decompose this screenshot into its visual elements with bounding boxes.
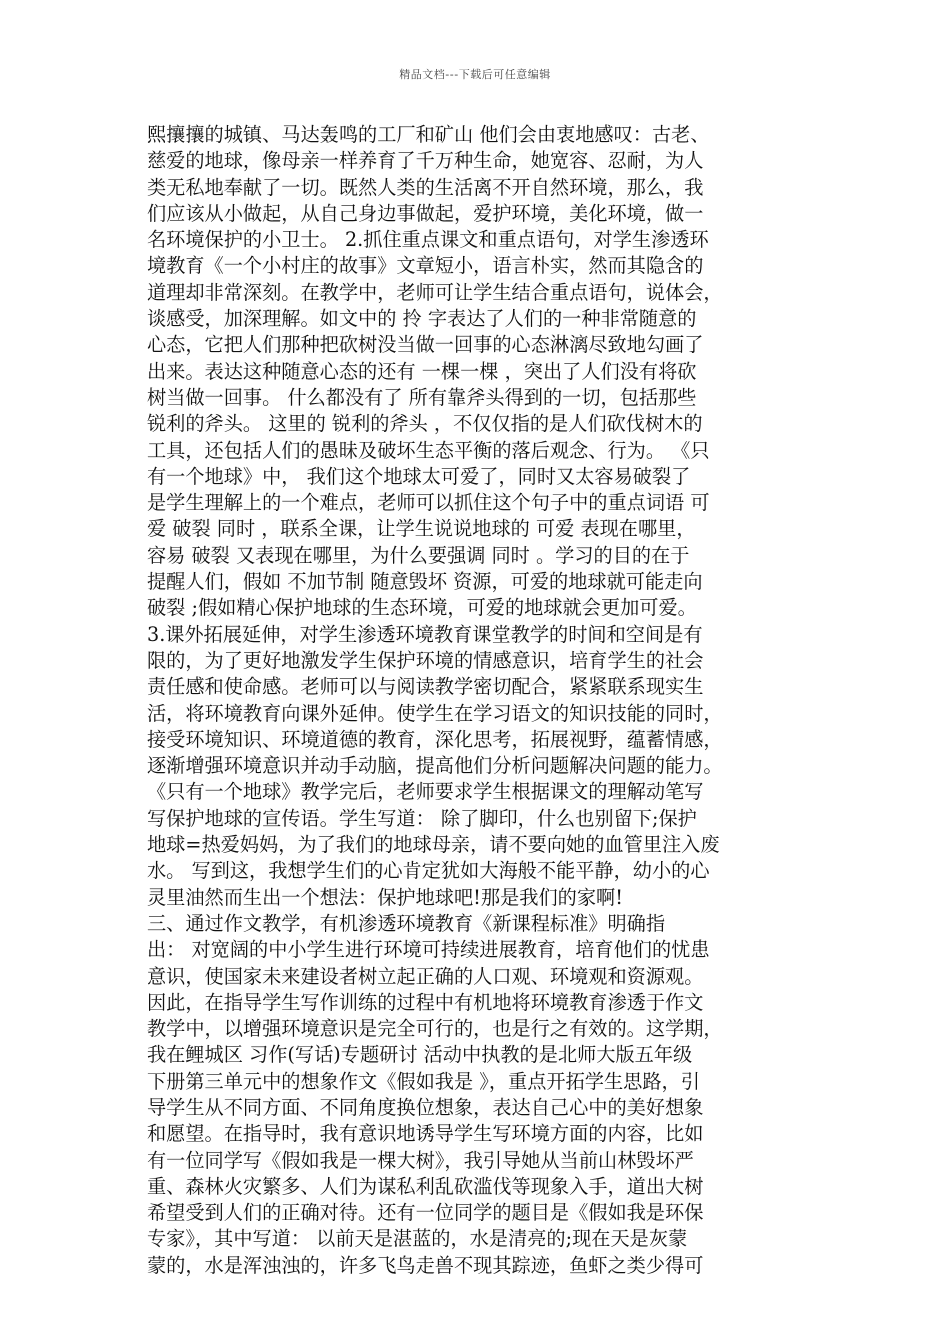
text-line: 逐渐增强环境意识并动手动脑，提高他们分析问题解决问题的能力。	[147, 754, 723, 778]
text-line: 名环境保护的小卫士。 2.抓住重点课文和重点语句，对学生渗透环	[147, 228, 709, 252]
text-line: 爱 破裂 同时 ，联系全课，让学生说说地球的 可爱 表现在哪里，	[147, 517, 696, 541]
text-line: 希望受到人们的正确对待。还有一位同学的题目是《假如我是环保	[147, 1201, 704, 1225]
text-line: 限的，为了更好地激发学生保护环境的情感意识，培育学生的社会	[147, 648, 704, 672]
text-line: 地球=热爱妈妈，为了我们的地球母亲，请不要向她的血管里注入废	[147, 833, 720, 857]
text-line: 教学中，以增强环境意识是完全可行的，也是行之有效的。这学期，	[147, 1017, 723, 1041]
text-line: 容易 破裂 又表现在哪里，为什么要强调 同时 。学习的目的在于	[147, 543, 690, 567]
text-line: 破裂 ;假如精心保护地球的生态环境，可爱的地球就会更加可爱。	[147, 596, 697, 620]
text-line: 水。 写到这，我想学生们的心肯定犹如大海般不能平静，幼小的心	[147, 859, 710, 883]
text-line: 提醒人们，假如 不加节制 随意毁坏 资源，可爱的地球就可能走向	[147, 570, 703, 594]
text-line: 境教育《一个小村庄的故事》文章短小，语言朴实，然而其隐含的	[147, 254, 704, 278]
text-line: 熙攘攘的城镇、马达轰鸣的工厂和矿山 他们会由衷地感叹：古老、	[147, 123, 710, 146]
text-line: 出来。表达这种随意心态的还有 一棵一棵 ，突出了人们没有将砍	[147, 359, 697, 383]
text-line: 我在鲤城区 习作(写话)专题研讨 活动中执教的是北师大版五年级	[147, 1043, 693, 1067]
text-line: 慈爱的地球，像母亲一样养育了千万种生命，她宽容、忍耐，为人	[147, 149, 704, 173]
text-line: 和愿望。在指导时，我有意识地诱导学生写环境方面的内容，比如	[147, 1122, 704, 1146]
text-line: 《只有一个地球》教学完后，老师要求学生根据课文的理解动笔写	[147, 780, 704, 804]
text-line: 专家》，其中写道： 以前天是湛蓝的，水是清亮的;现在天是灰蒙	[147, 1227, 688, 1251]
text-line: 是学生理解上的一个难点，老师可以抓住这个句子中的重点词语 可	[147, 491, 710, 515]
text-line: 有一位同学写《假如我是一棵大树》，我引导她从当前山林毁坏严	[147, 1148, 694, 1172]
text-line: 导学生从不同方面、不同角度换位想象，表达自己心中的美好想象	[147, 1095, 704, 1119]
page-header: 精品文档---下载后可任意编辑	[399, 68, 551, 81]
text-line: 三、通过作文教学，有机渗透环境教育《新课程标准》明确指	[147, 911, 666, 935]
text-line: 谈感受，加深理解。如文中的 拎 字表达了人们的一种非常随意的	[147, 307, 697, 331]
text-line: 接受环境知识、环境道德的教育，深化思考，拓展视野，蕴蓄情感，	[147, 727, 723, 751]
text-line: 道理却非常深刻。在教学中，老师可让学生结合重点语句，说体会，	[147, 280, 723, 304]
text-line: 因此，在指导学生写作训练的过程中有机地将环境教育渗透于作文	[147, 990, 704, 1014]
text-line: 出： 对宽阔的中小学生进行环境可持续进展教育，培育他们的忧患	[147, 938, 710, 962]
text-line: 意识，使国家未来建设者树立起正确的人口观、环境观和资源观。	[147, 964, 704, 988]
text-line: 下册第三单元中的想象作文《假如我是 》，重点开拓学生思路，引	[147, 1069, 700, 1093]
text-line: 有一个地球》中， 我们这个地球太可爱了，同时又太容易破裂了	[147, 464, 691, 488]
text-line: 心态，它把人们那种把砍树没当做一回事的心态淋漓尽致地勾画了	[147, 333, 704, 357]
text-line: 类无私地奉献了一切。既然人类的生活离不开自然环境，那么，我	[147, 175, 704, 199]
text-line: 锐利的斧头。 这里的 锐利的斧头 ，不仅仅指的是人们砍伐树木的	[147, 412, 703, 436]
text-line: 工具，还包括人们的愚昧及破坏生态平衡的落后观念、行为。 《只	[147, 438, 710, 462]
text-line: 重、森林火灾繁多、人们为谋私利乱砍滥伐等现象入手，道出大树	[147, 1174, 704, 1198]
text-line: 活，将环境教育向课外延伸。使学生在学习语文的知识技能的同时，	[147, 701, 723, 725]
text-line: 3.课外拓展延伸，对学生渗透环境教育课堂教学的时间和空间是有	[147, 622, 703, 646]
text-line: 蒙的，水是浑浊浊的，许多飞鸟走兽不现其踪迹，鱼虾之类少得可	[147, 1253, 704, 1277]
text-line: 们应该从小做起，从自己身边事做起，爱护环境，美化环境，做一	[147, 201, 704, 225]
text-line: 写保护地球的宣传语。学生写道： 除了脚印，什么也别留下;保护	[147, 806, 697, 830]
text-line: 责任感和使命感。老师可以与阅读教学密切配合，紧紧联系现实生	[147, 675, 704, 699]
text-line: 树当做一回事。 什么都没有了 所有靠斧头得到的一切，包括那些	[147, 385, 697, 409]
document-body	[147, 122, 803, 1279]
text-line: 灵里油然而生出一个想法：保护地球吧!那是我们的家啊!	[147, 885, 623, 909]
